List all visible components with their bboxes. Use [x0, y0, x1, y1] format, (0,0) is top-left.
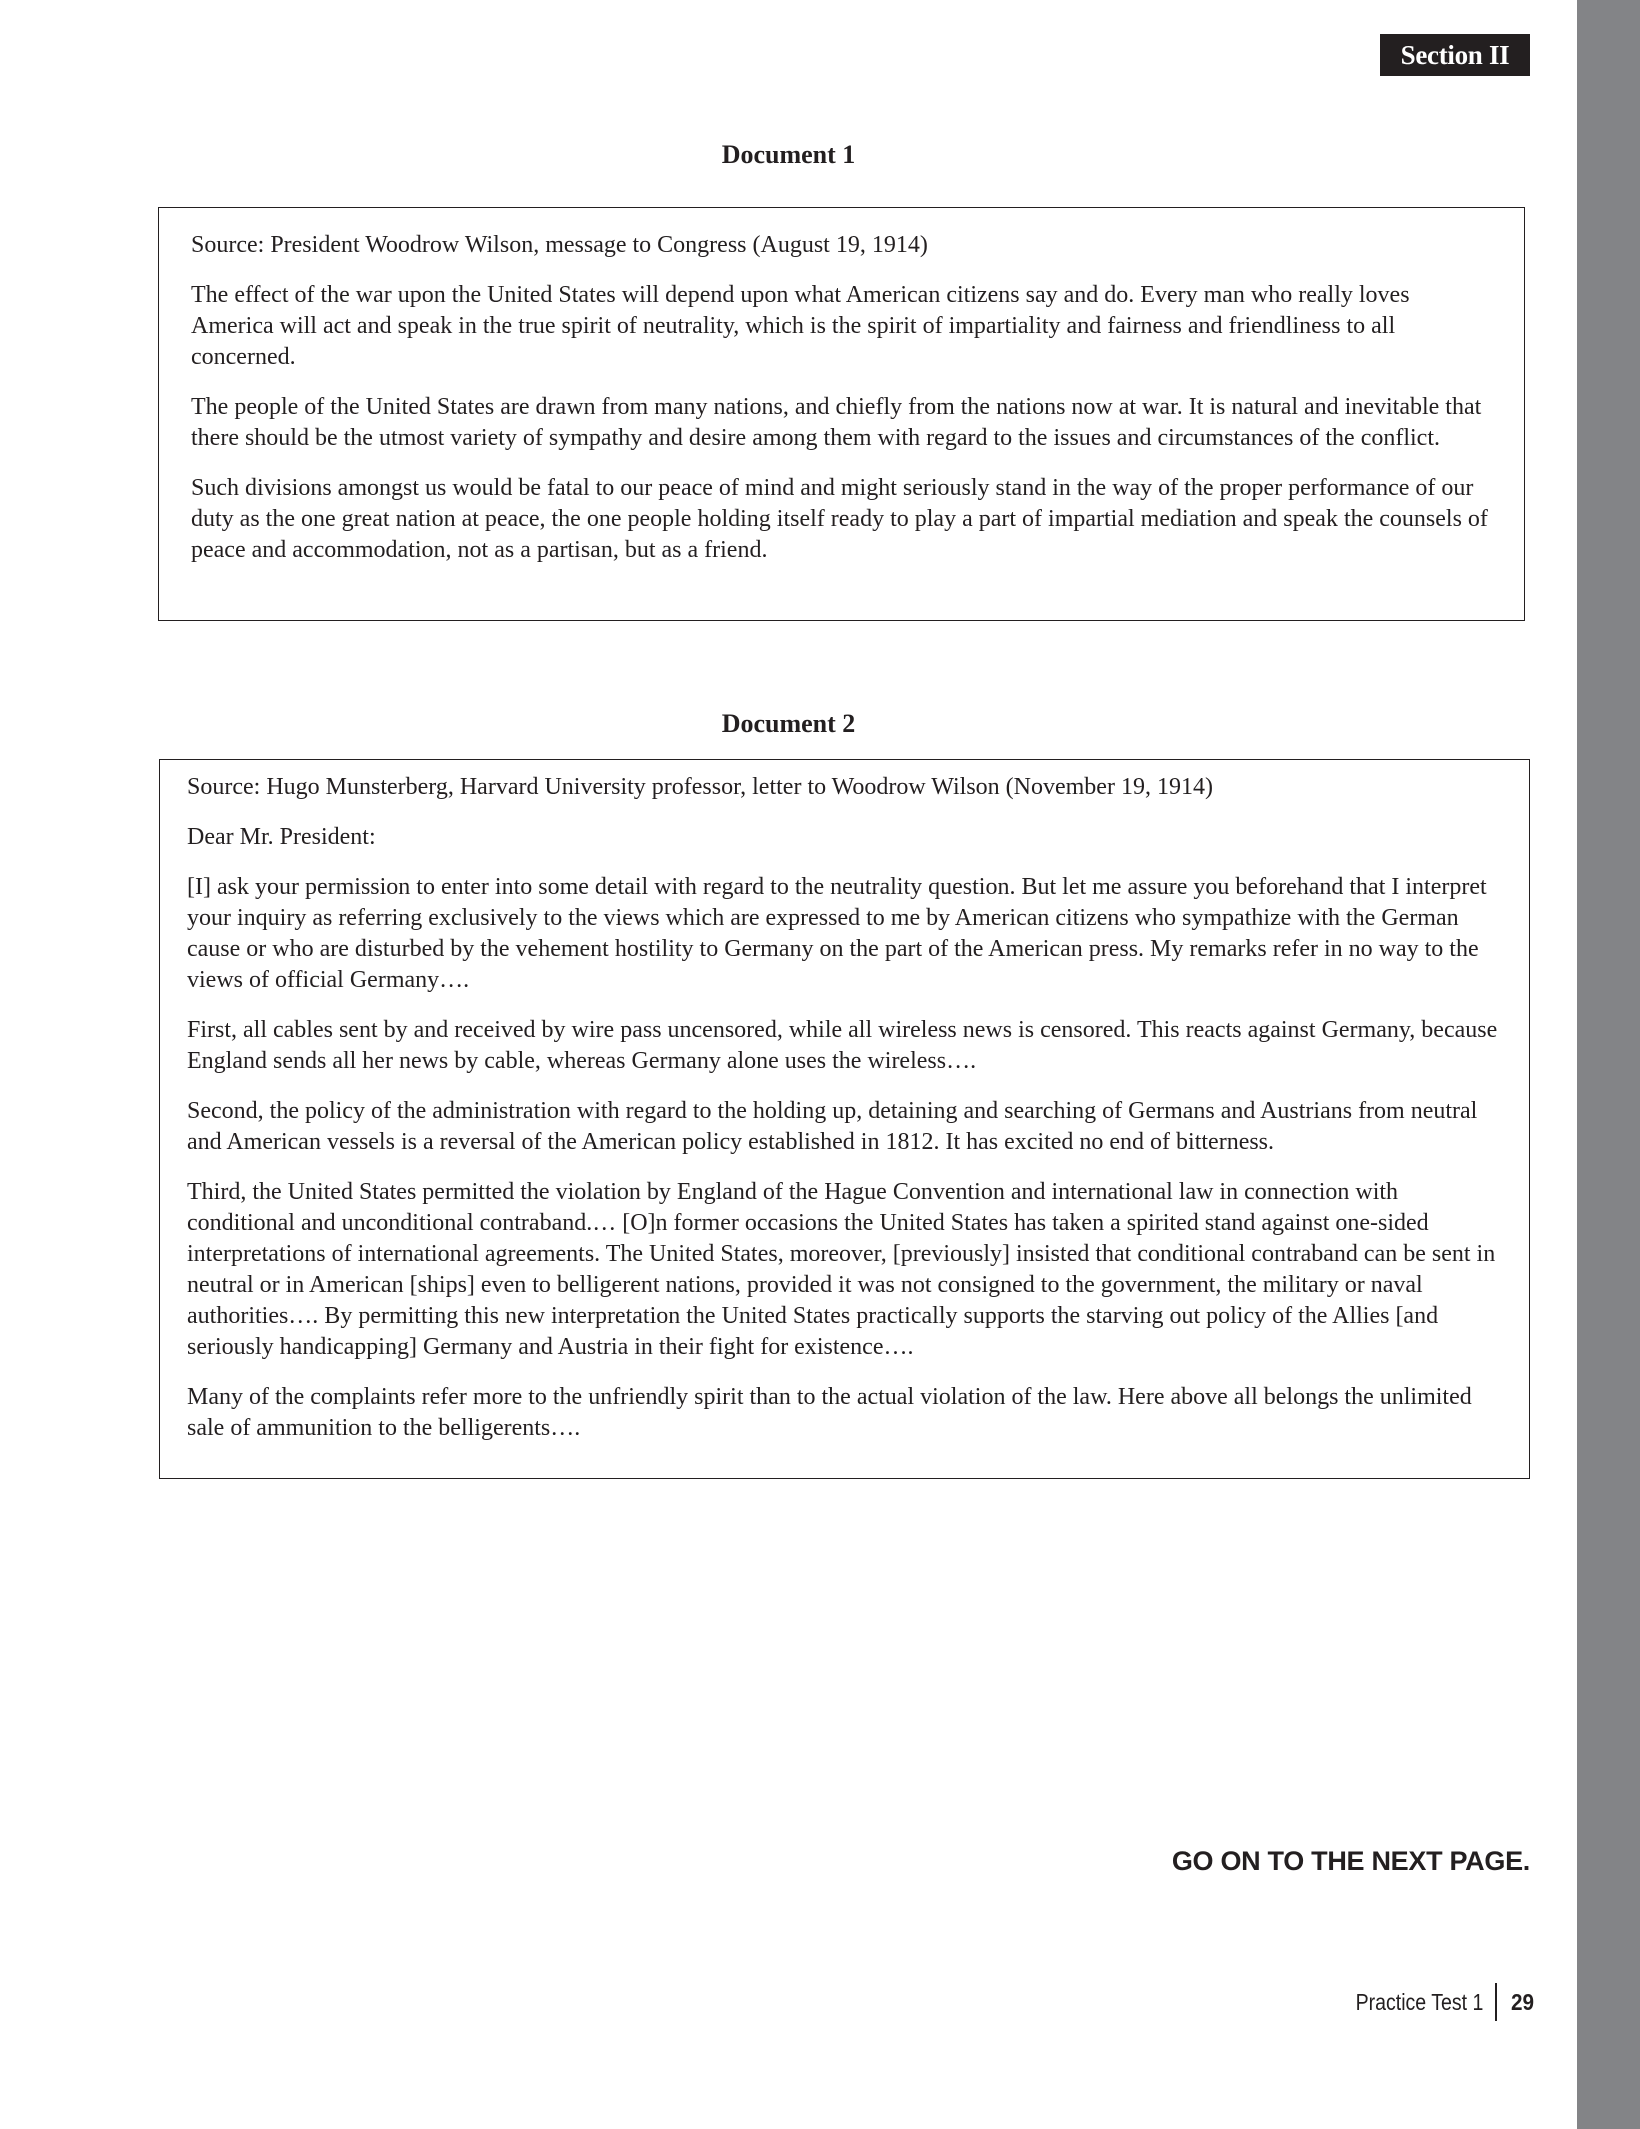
- document-2-paragraph: Third, the United States permitted the violation by England of the Hague Convention and international law in connection with conditional and unconditional contraband.… [O]n former occasions the United States has taken a spirited stand against one-sided interpretations of international agreements. The United States, moreover, [previously] insisted that conditional contraband can be sent in neutral or in American [ships] even to belligerent nations, provided it was not consigned to the government, the military or naval authorities…. By permitting this new interpretation the United States practically supports the starving out policy of the Allies [and seriously handicapping] Germany and Austria in their fight for existence….: [187, 1179, 1496, 1360]
- document-2-source: Source: Hugo Munsterberg, Harvard University professor, letter to Woodrow Wilson (November 19, 1914): [187, 774, 1213, 800]
- document-2-paragraph: Many of the complaints refer more to the unfriendly spirit than to the actual violation of the law. Here above all belongs the unlimited sale of ammunition to the belligerents….: [187, 1384, 1472, 1441]
- document-1-paragraph: Such divisions amongst us would be fatal to our peace of mind and might seriously stand in the way of the proper performance of our duty as the one great nation at peace, the one people holding itself ready to play a part of impartial mediation and speak the counsels of peace and accommodation, not as a partisan, but as a friend.: [191, 475, 1488, 563]
- footer-label: Practice Test 1: [1355, 1989, 1484, 2015]
- document-1-source: Source: President Woodrow Wilson, message to Congress (August 19, 1914): [191, 232, 928, 258]
- document-1-paragraph: The people of the United States are drawn from many nations, and chiefly from the nations now at war. It is natural and inevitable that there should be the utmost variety of sympathy and desire among them with regard to the issues and circumstances of the conflict.: [191, 394, 1482, 451]
- page-footer: [1333, 1983, 1537, 2021]
- document-2-title: Document 2: [721, 709, 856, 738]
- go-on-instruction: GO ON TO THE NEXT PAGE.: [1171, 1846, 1530, 1876]
- page-edge-tab: [1577, 0, 1640, 2129]
- document-2-paragraph: First, all cables sent by and received by wire pass uncensored, while all wireless news is censored. This reacts against Germany, because England sends all her news by cable, whereas Germany alone uses the wireless….: [187, 1017, 1498, 1074]
- section-badge: Section II: [1380, 34, 1530, 76]
- document-2-paragraph: [I] ask your permission to enter into some detail with regard to the neutrality question. But let me assure you beforehand that I interpret your inquiry as referring exclusively to the views which are expressed to me by American citizens who sympathize with the German cause or who are disturbed by the vehement hostility to Germany on the part of the American press. My remarks refer in no way to the views of official Germany….: [187, 874, 1487, 993]
- document-2-box: [159, 759, 1530, 1479]
- page-number: 29: [1511, 1989, 1535, 2015]
- document-1-paragraph: The effect of the war upon the United States will depend upon what American citizens say and do. Every man who really loves America will act and speak in the true spirit of neutrality, which is the spirit of impartiality and fairness and friendliness to all concerned.: [191, 282, 1410, 370]
- document-2-paragraph: Second, the policy of the administration with regard to the holding up, detaining and searching of Germans and Austrians from neutral and American vessels is a reversal of the American policy established in 1812. It has excited no end of bitterness.: [187, 1098, 1478, 1155]
- document-1-title: Document 1: [721, 140, 856, 169]
- document-1-box: [158, 207, 1525, 621]
- document-2-salutation: Dear Mr. President:: [187, 824, 376, 850]
- footer-divider: [1495, 1983, 1497, 2021]
